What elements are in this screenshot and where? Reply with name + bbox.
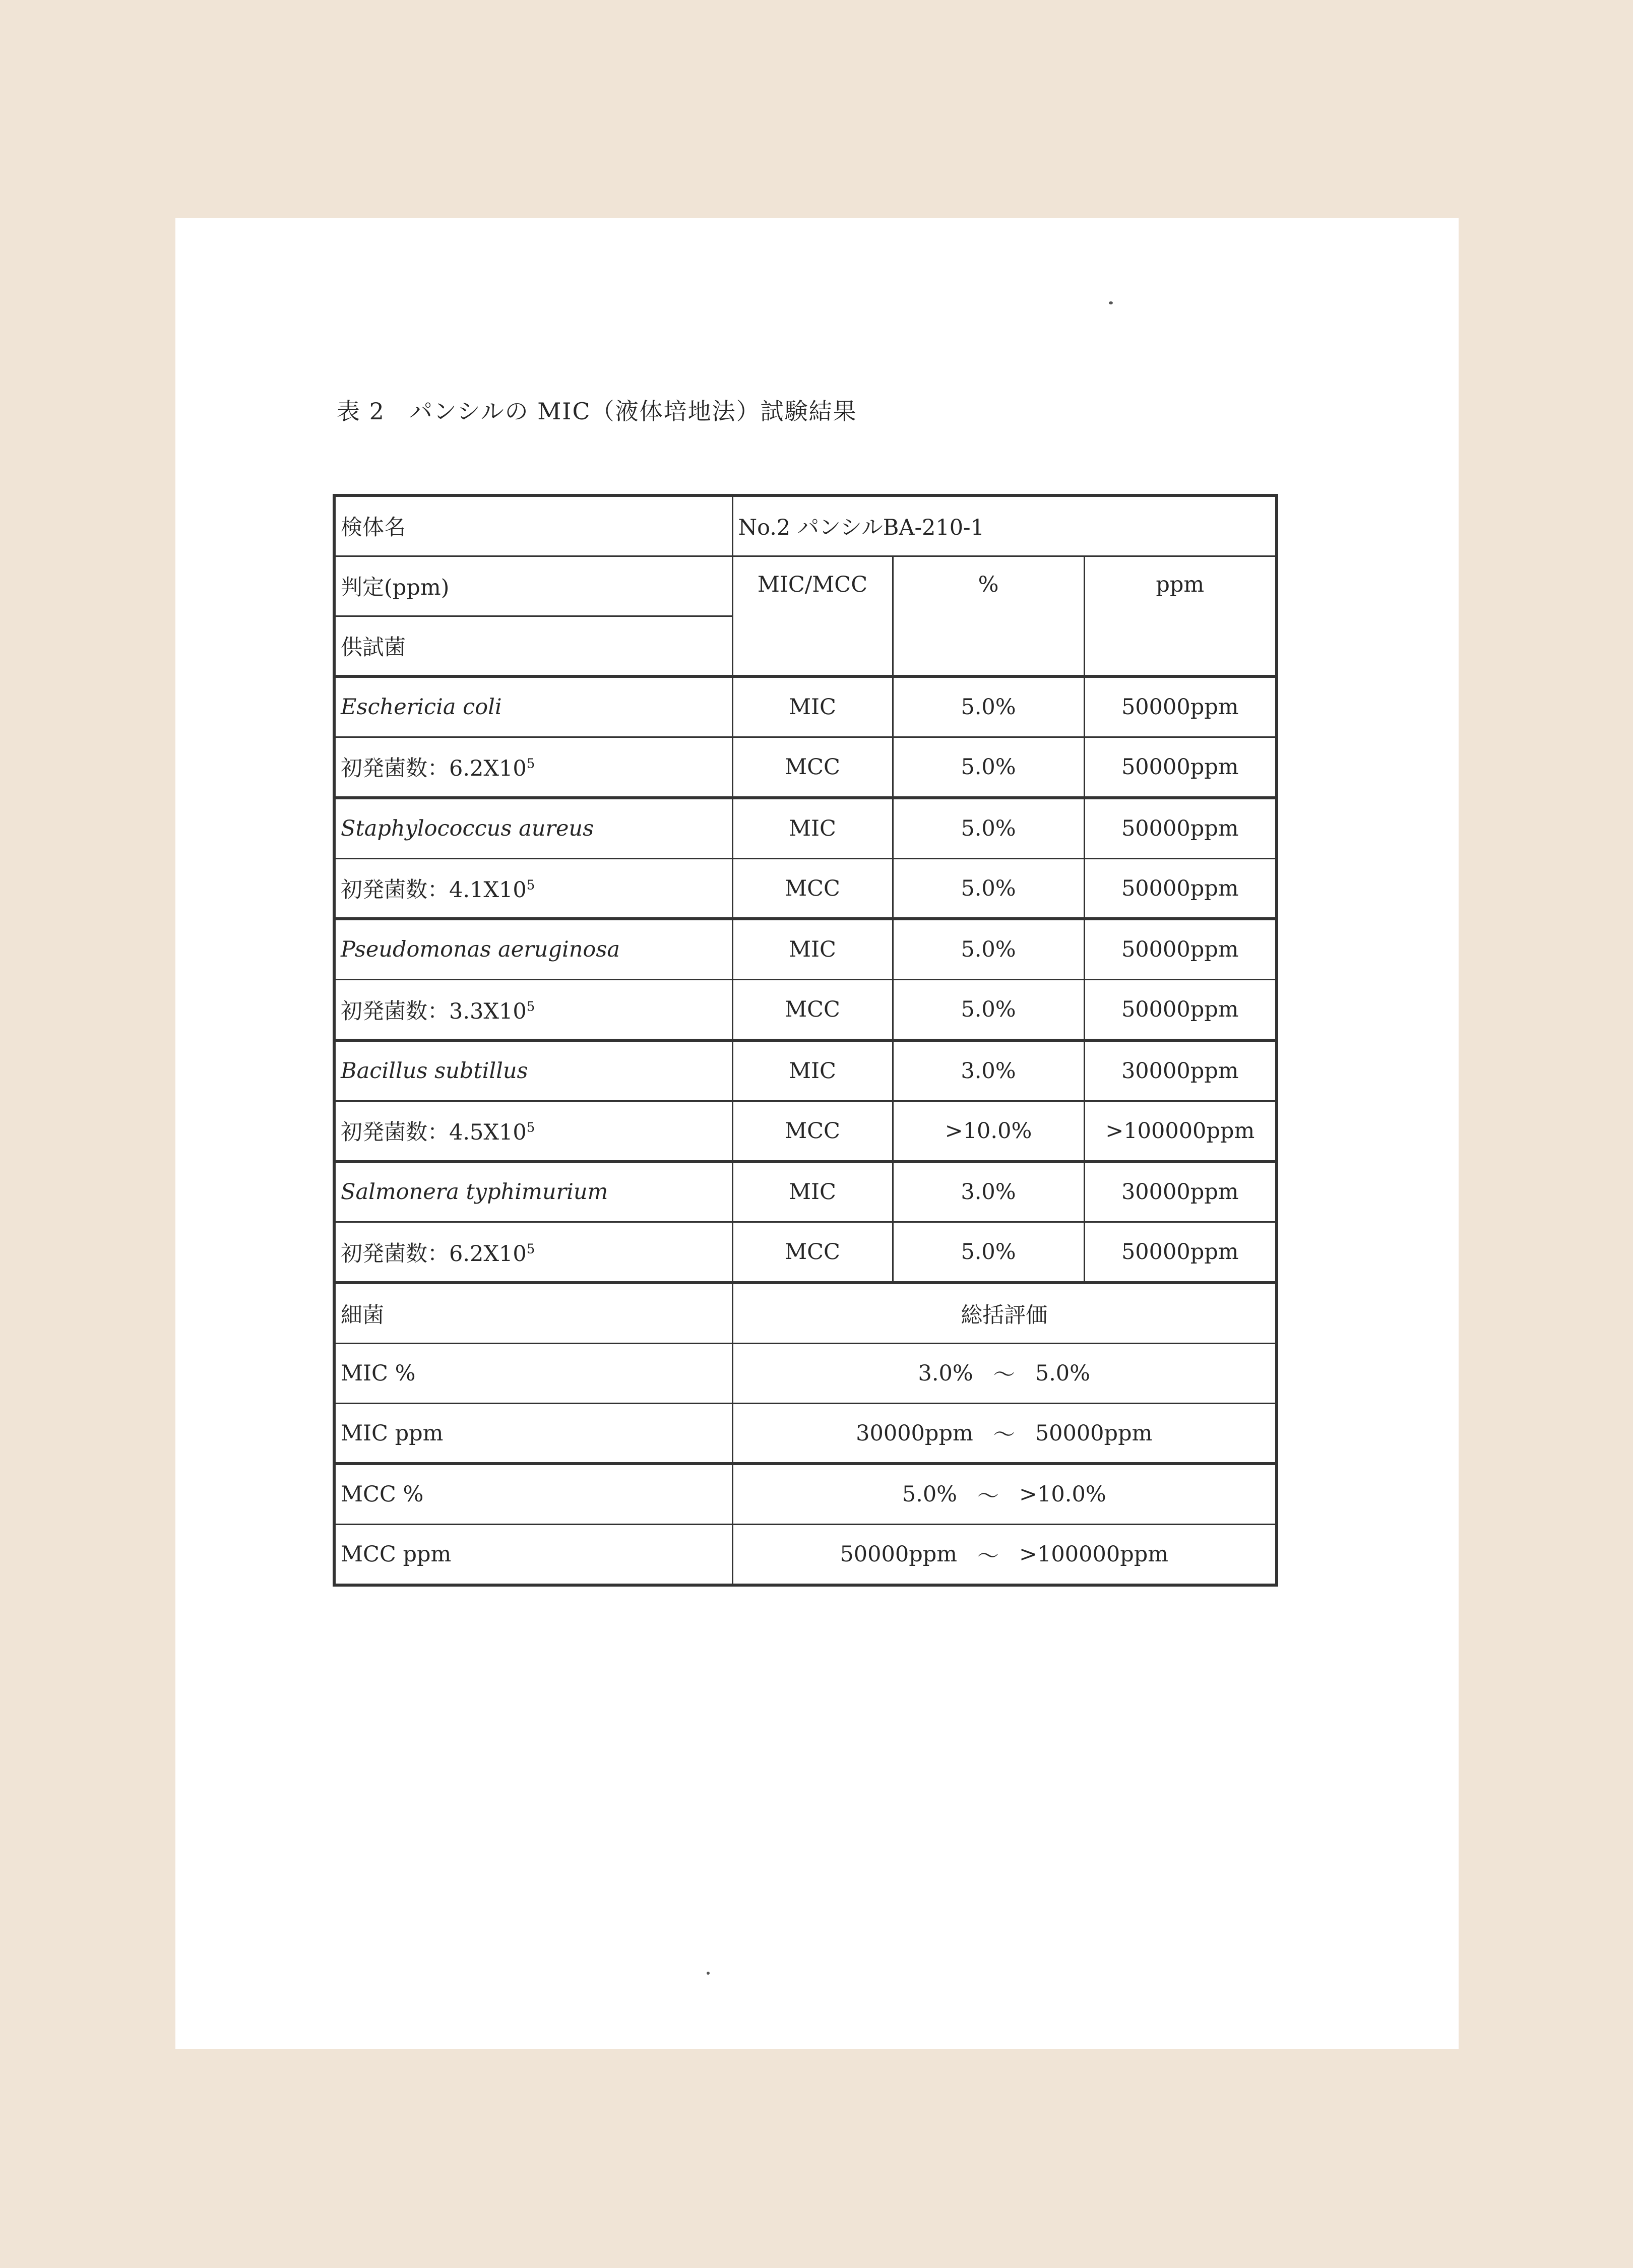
mic-percent: 3.0% [893,1162,1084,1222]
initial-count [334,1222,732,1283]
table-row [334,1222,1277,1283]
mcc-ppm: 50000ppm [1084,980,1277,1040]
initial-count [334,858,732,919]
summary-row-label: MIC ppm [334,1403,732,1464]
table-row [334,1464,1277,1524]
organism-name: Staphylococcus aureus [334,798,732,858]
summary-range [732,1403,1277,1464]
range-to: >100000ppm [1019,1542,1169,1567]
col-header-ppm: ppm [1084,556,1277,676]
table-row [334,919,1277,979]
table-row [334,676,1277,737]
bacteria-label: 細菌 [334,1283,732,1343]
initial-count [334,737,732,798]
col-header-percent: % [893,556,1084,676]
table-row [334,1403,1277,1464]
initial-count-exponent: 5 [526,1241,535,1257]
table-row [334,798,1277,858]
table-row [334,858,1277,919]
initial-count-base: 初発菌数：3.3X10 [341,998,527,1024]
summary-row-label: MIC % [334,1343,732,1403]
mic-ppm: 30000ppm [1084,1162,1277,1222]
mcc-ppm: 50000ppm [1084,737,1277,798]
mcc-ppm: 50000ppm [1084,858,1277,919]
range-tilde: ～ [977,1543,999,1569]
initial-count-base: 初発菌数：4.1X10 [341,877,527,903]
mic-ppm: 50000ppm [1084,676,1277,737]
mic-label: MIC [732,798,893,858]
range-from: 30000ppm [856,1420,973,1446]
mcc-ppm: 50000ppm [1084,1222,1277,1283]
initial-count-exponent: 5 [526,999,535,1015]
table-row [334,495,1277,556]
summary-range [732,1464,1277,1524]
initial-count-base: 初発菌数：6.2X10 [341,1241,527,1267]
scan-speck [1109,301,1113,304]
mic-ppm: 50000ppm [1084,919,1277,979]
mcc-label: MCC [732,1101,893,1161]
organism-name: Salmonera typhimurium [334,1162,732,1222]
initial-count-exponent: 5 [526,757,535,772]
organism-name: Bacillus subtillus [334,1040,732,1101]
range-tilde: ～ [993,1362,1015,1388]
initial-count-exponent: 5 [526,877,535,893]
mcc-percent: 5.0% [893,1222,1084,1283]
mcc-label: MCC [732,980,893,1040]
mcc-label: MCC [732,1222,893,1283]
mcc-ppm: >100000ppm [1084,1101,1277,1161]
table-row [334,1283,1277,1343]
range-from: 50000ppm [840,1542,958,1567]
range-tilde: ～ [977,1483,999,1509]
table-row [334,1343,1277,1403]
table-row [334,1040,1277,1101]
summary-range [732,1525,1277,1585]
initial-count [334,980,732,1040]
mcc-percent: 5.0% [893,737,1084,798]
table-row [334,1162,1277,1222]
table-row [334,1525,1277,1585]
mic-ppm: 50000ppm [1084,798,1277,858]
test-organism-label: 供試菌 [334,616,732,676]
summary-range [732,1343,1277,1403]
table-row [334,737,1277,798]
summary-row-label: MCC ppm [334,1525,732,1585]
mic-label: MIC [732,1162,893,1222]
mic-ppm: 30000ppm [1084,1040,1277,1101]
initial-count [334,1101,732,1161]
mcc-percent: 5.0% [893,858,1084,919]
mcc-label: MCC [732,737,893,798]
summary-row-label: MCC % [334,1464,732,1524]
range-from: 5.0% [902,1482,958,1507]
sample-name-value: No.2 パンシルBA-210-1 [732,495,1277,556]
mic-percent: 5.0% [893,676,1084,737]
col-header-mic-mcc: MIC/MCC [732,556,893,676]
range-tilde: ～ [993,1422,1015,1448]
overall-evaluation-label: 総括評価 [732,1283,1277,1343]
mcc-percent: >10.0% [893,1101,1084,1161]
range-to: 5.0% [1035,1360,1090,1386]
initial-count-base: 初発菌数：4.5X10 [341,1120,527,1146]
mcc-percent: 5.0% [893,980,1084,1040]
mic-label: MIC [732,919,893,979]
table-caption: 表 2 パンシルの MIC（液体培地法）試験結果 [337,398,857,425]
organism-name: Pseudomonas aeruginosa [334,919,732,979]
range-to: >10.0% [1019,1482,1106,1507]
mic-percent: 5.0% [893,798,1084,858]
table-row [334,1101,1277,1161]
table-row [334,556,1277,616]
judgement-label: 判定(ppm) [334,556,732,616]
organism-name: Eschericia coli [334,676,732,737]
sample-name-label: 検体名 [334,495,732,556]
mic-results-table [333,494,1278,1587]
initial-count-base: 初発菌数：6.2X10 [341,756,527,782]
scan-speck [707,1972,710,1975]
mic-percent: 3.0% [893,1040,1084,1101]
mic-label: MIC [732,1040,893,1101]
initial-count-exponent: 5 [526,1120,535,1136]
mic-label: MIC [732,676,893,737]
mcc-label: MCC [732,858,893,919]
table-row [334,980,1277,1040]
range-to: 50000ppm [1035,1420,1153,1446]
range-from: 3.0% [918,1360,973,1386]
mic-percent: 5.0% [893,919,1084,979]
